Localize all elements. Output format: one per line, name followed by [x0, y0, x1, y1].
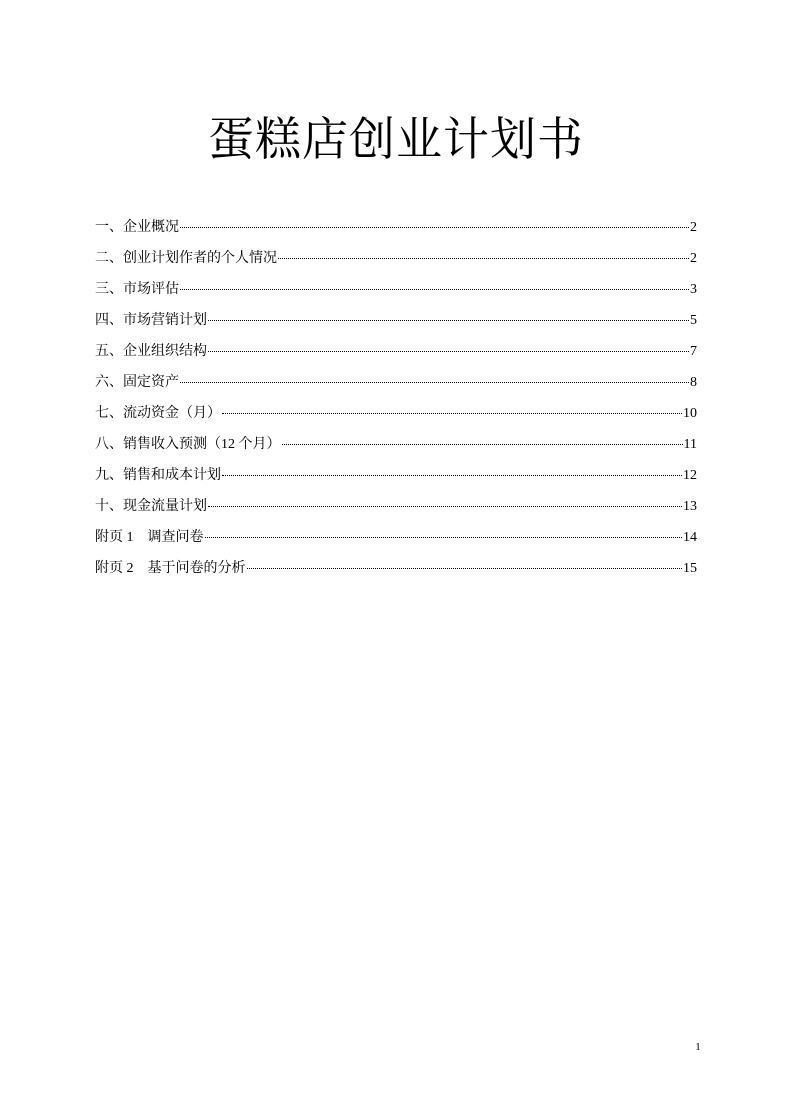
toc-entry[interactable] — [95, 216, 697, 247]
toc-dot-leader — [247, 568, 683, 569]
toc-dot-leader — [208, 320, 689, 321]
toc-entry-label: 十、现金流量计划 — [95, 499, 207, 514]
toc-entry-label: 一、企业概况 — [95, 220, 179, 235]
toc-entry-page: 7 — [690, 344, 697, 359]
toc-entry[interactable] — [95, 309, 697, 340]
toc-entry-page: 5 — [690, 313, 697, 328]
toc-entry-page: 8 — [690, 375, 697, 390]
toc-dot-leader — [180, 289, 689, 290]
toc-dot-leader — [222, 475, 682, 476]
toc-entry-label: 七、流动资金（月） — [95, 406, 221, 421]
toc-entry-label: 四、市场营销计划 — [95, 313, 207, 328]
toc-entry[interactable] — [95, 526, 697, 557]
toc-entry-page: 10 — [683, 406, 697, 421]
toc-entry[interactable] — [95, 402, 697, 433]
document-title: 蛋糕店创业计划书 — [208, 111, 584, 166]
toc-entry-page: 3 — [690, 282, 697, 297]
toc-entry-label: 六、固定资产 — [95, 375, 179, 390]
toc-entry[interactable] — [95, 340, 697, 371]
toc-dot-leader — [205, 537, 683, 538]
toc-entry[interactable] — [95, 247, 697, 278]
toc-entry[interactable] — [95, 278, 697, 309]
toc-entry-label: 三、市场评估 — [95, 282, 179, 297]
toc-entry-label: 二、创业计划作者的个人情况 — [95, 251, 277, 266]
toc-entry-page: 12 — [683, 468, 697, 483]
toc-entry-label: 九、销售和成本计划 — [95, 468, 221, 483]
toc-entry-page: 11 — [683, 437, 697, 452]
toc-entry-label: 附页 2 基于问卷的分析 — [95, 561, 246, 576]
toc-dot-leader — [278, 258, 689, 259]
toc-dot-leader — [208, 351, 689, 352]
toc-entry[interactable] — [95, 495, 697, 526]
toc-entry[interactable] — [95, 557, 697, 588]
toc-entry-page: 13 — [683, 499, 697, 514]
toc-dot-leader — [180, 382, 689, 383]
toc-dot-leader — [208, 506, 682, 507]
toc-entry-page: 15 — [683, 561, 697, 576]
table-of-contents — [95, 216, 697, 588]
toc-entry-page: 2 — [690, 220, 697, 235]
page-number: 1 — [695, 1041, 701, 1053]
toc-dot-leader — [180, 227, 689, 228]
toc-entry-label: 五、企业组织结构 — [95, 344, 207, 359]
toc-entry[interactable] — [95, 464, 697, 495]
toc-entry[interactable] — [95, 433, 697, 464]
toc-entry-page: 2 — [690, 251, 697, 266]
toc-entry[interactable] — [95, 371, 697, 402]
toc-entry-label: 八、销售收入预测（12 个月） — [95, 437, 281, 452]
toc-dot-leader — [282, 444, 683, 445]
toc-dot-leader — [222, 413, 682, 414]
toc-entry-label: 附页 1 调查问卷 — [95, 530, 204, 545]
toc-entry-page: 14 — [683, 530, 697, 545]
